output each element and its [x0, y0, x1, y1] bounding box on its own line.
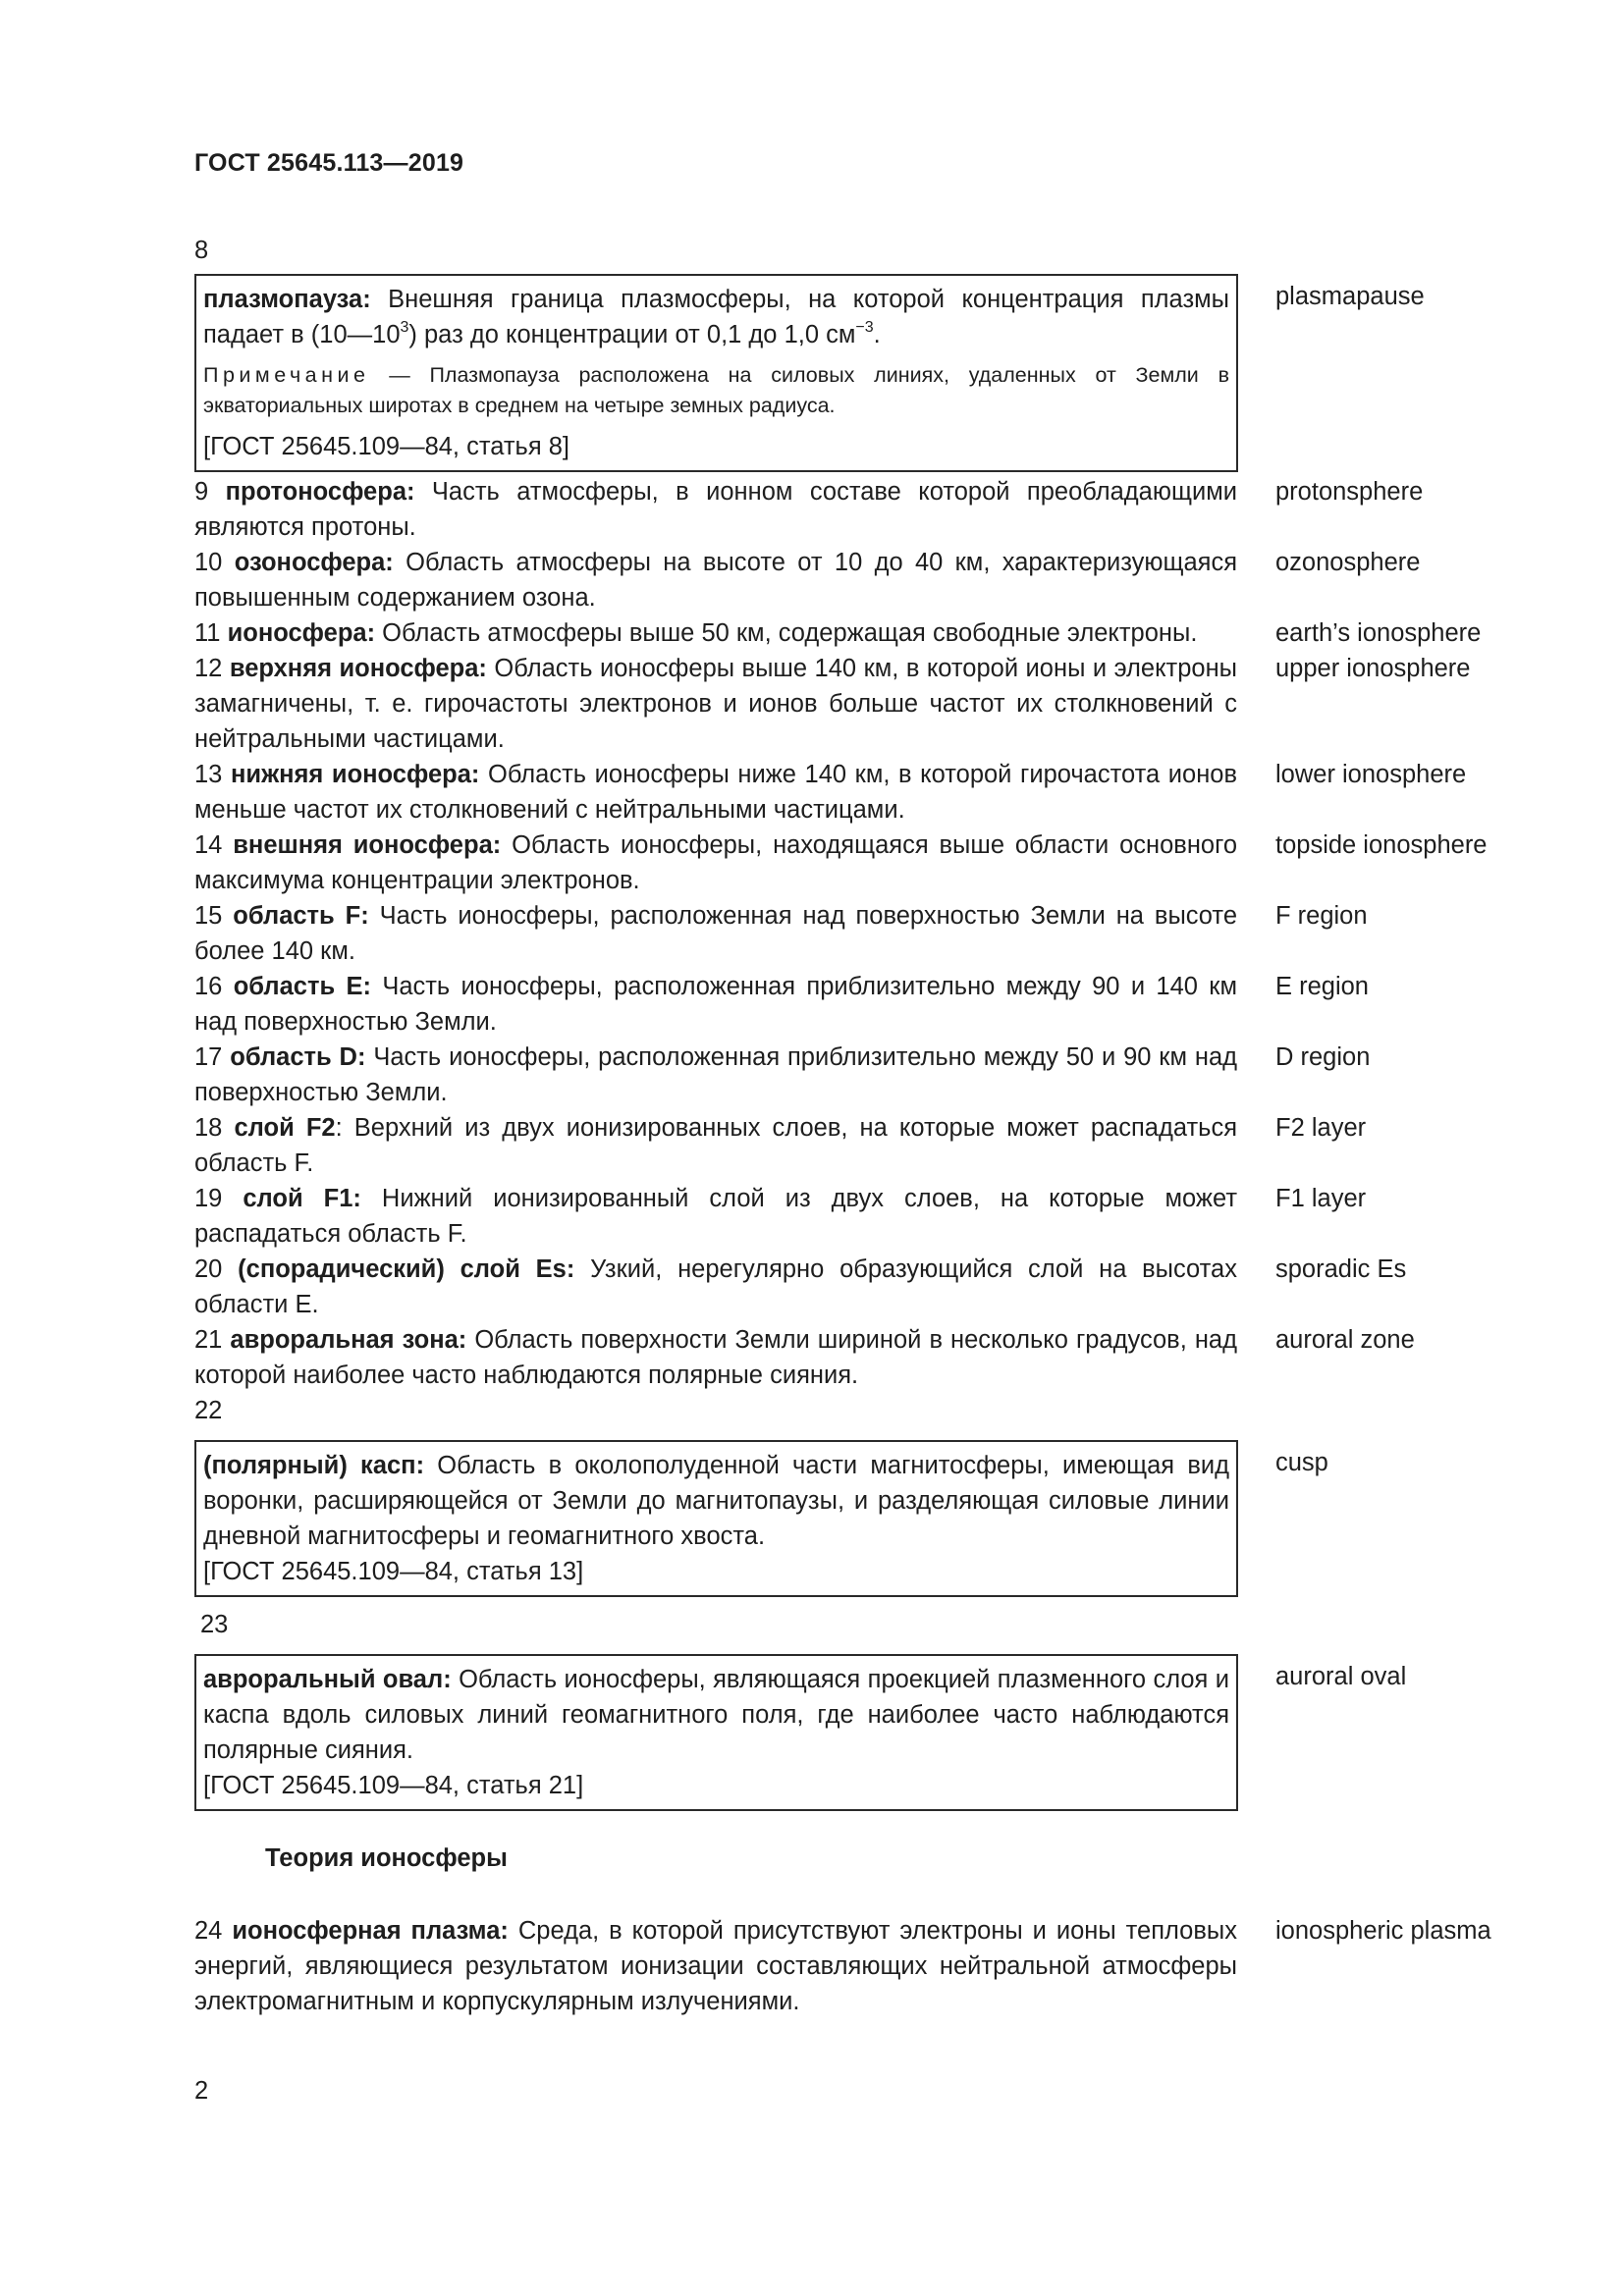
definition-text: Часть атмосферы, в ионном составе которой преобладающими являются протоны.: [194, 478, 1237, 541]
english-equivalent: F2 layer: [1275, 1114, 1367, 1142]
english-equivalent: auroral oval: [1275, 1663, 1407, 1690]
definition-text: Область ионосферы, являющаяся проекцией плазменного слоя и каспа вдоль силовых линий геомагнитного поля, где наиболее часто наблюдаются полярные сияния.: [203, 1666, 1229, 1764]
term-name: плазмопауза:: [203, 286, 371, 313]
term-definition: [194, 1913, 1237, 2019]
term-entry: [194, 651, 1530, 757]
term-definition: [194, 615, 1237, 651]
term-entry: [194, 1913, 1530, 2019]
term-name: слой F1:: [243, 1185, 361, 1212]
term-definition: [194, 1181, 1237, 1252]
entry-number: 20: [194, 1255, 223, 1283]
superscript: 3: [400, 318, 409, 336]
definition-text: Часть ионосферы, расположенная приблизительно между 50 и 90 км над поверхностью Земли.: [194, 1043, 1238, 1106]
term-definition: [194, 828, 1237, 898]
definition-text: Узкий, нерегулярно образующийся слой на высотах области E.: [194, 1255, 1237, 1318]
term-definition: [194, 969, 1237, 1040]
term-source: [ГОСТ 25645.109—84, статья 13]: [203, 1558, 584, 1585]
term-name: озоносфера:: [234, 549, 394, 576]
entry-number: 24: [194, 1917, 223, 1945]
term-name: авроральный овал:: [203, 1666, 452, 1693]
english-equivalent: protonsphere: [1275, 478, 1424, 506]
definition-text: Часть ионосферы, расположенная над поверхностью Земли на высоте более 140 км.: [194, 902, 1238, 965]
definition-text: Часть ионосферы, расположенная приблизительно между 90 и 140 км над поверхностью Земли.: [194, 973, 1237, 1036]
term-source: [ГОСТ 25645.109—84, статья 8]: [203, 433, 569, 460]
term-entry: [194, 1252, 1530, 1322]
term-entry: [194, 1181, 1530, 1252]
term-note: [203, 360, 1229, 421]
term-entry: [194, 1440, 1530, 1597]
term-entry: [194, 757, 1530, 828]
term-entry: [194, 1040, 1530, 1110]
definition-text: Область поверхности Земли шириной в несколько градусов, над которой наиболее часто наблюдаются полярные сияния.: [194, 1326, 1237, 1389]
term-entry: [194, 969, 1530, 1040]
term-name: область E:: [233, 973, 371, 1000]
term-name: протоносфера:: [225, 478, 415, 506]
term-entry: [194, 615, 1530, 651]
term-definition: [203, 1448, 1229, 1554]
note-label: Примечание: [203, 363, 370, 387]
term-entry: [194, 545, 1530, 615]
definition-text: Область атмосферы на высоте от 10 до 40 км, характеризующаяся повышенным содержанием озона.: [194, 549, 1237, 612]
english-equivalent: plasmapause: [1275, 283, 1425, 310]
entry-number: 17: [194, 1043, 223, 1071]
entry-number: 23: [200, 1611, 229, 1638]
term-name: (полярный) касп:: [203, 1452, 425, 1479]
english-equivalent: D region: [1275, 1043, 1371, 1071]
definition-text: Область ионосферы ниже 140 км, в которой гирочастота ионов меньше частот их столкновений с нейтральными частицами.: [194, 761, 1238, 824]
term-definition: [194, 1322, 1237, 1393]
term-name: нижняя ионосфера:: [230, 761, 480, 788]
definition-text: Область ионосферы, находящаяся выше области основного максимума концентрации электронов.: [194, 831, 1238, 894]
entry-number: 11: [194, 619, 221, 647]
entry-number: 13: [194, 761, 223, 788]
term-entry: [194, 898, 1530, 969]
term-entry: [194, 1322, 1530, 1393]
term-entry: [194, 474, 1530, 545]
boxed-term: [194, 274, 1238, 472]
english-equivalent: F region: [1275, 902, 1368, 930]
definition-text: : Верхний из двух ионизированных слоев, на которые может распадаться область F.: [194, 1114, 1237, 1177]
term-name: область D:: [230, 1043, 366, 1071]
definition-text: Область в околополуденной части магнитосферы, имеющая вид воронки, расширяющейся от Земли до магнитопаузы, и разделяющая силовые линии дневной магнитосферы и геомагнитного хвоста.: [203, 1452, 1229, 1550]
section-title: Теория ионосферы: [265, 1844, 508, 1872]
term-name: ионосферная плазма:: [232, 1917, 509, 1945]
term-source: [ГОСТ 25645.109—84, статья 21]: [203, 1772, 584, 1799]
definition-text: Среда, в которой присутствуют электроны и ионы тепловых энергий, являющиеся результатом ионизации составляющих нейтральной атмосферы электромагнитным и корпускулярным излучениями.: [194, 1917, 1237, 2015]
english-equivalent: cusp: [1275, 1449, 1328, 1476]
term-definition: [194, 1110, 1237, 1181]
term-name: внешняя ионосфера:: [233, 831, 502, 859]
english-equivalent: upper ionosphere: [1275, 655, 1471, 682]
term-definition: [194, 757, 1237, 828]
definition-text: Внешняя граница плазмосферы, на которой концентрация плазмы падает в (10—10: [203, 286, 1229, 348]
document-header: ГОСТ 25645.113—2019: [194, 149, 464, 177]
entry-number: 9: [194, 478, 209, 506]
terms-content: [194, 233, 1530, 2019]
term-name: слой F2: [234, 1114, 336, 1142]
english-equivalent: ozonosphere: [1275, 549, 1421, 576]
entry-number: 19: [194, 1185, 223, 1212]
definition-text: ) раз до концентрации от 0,1 до 1,0 см: [408, 321, 856, 348]
entry-number: 21: [194, 1326, 223, 1354]
english-equivalent: F1 layer: [1275, 1185, 1367, 1212]
term-name: ионосфера:: [227, 619, 376, 647]
english-equivalent: sporadic Es: [1275, 1255, 1407, 1283]
english-equivalent: topside ionosphere: [1275, 831, 1488, 859]
term-definition: [194, 1252, 1237, 1322]
definition-text: Область атмосферы выше 50 км, содержащая свободные электроны.: [382, 619, 1198, 647]
definition-text: .: [873, 321, 881, 348]
term-definition: [194, 1040, 1237, 1110]
note-text: — Плазмопауза расположена на силовых линиях, удаленных от Земли в экваториальных широтах в среднем на четыре земных радиуса.: [203, 363, 1229, 417]
english-equivalent: lower ionosphere: [1275, 761, 1467, 788]
english-equivalent: E region: [1275, 973, 1369, 1000]
term-definition: [203, 282, 1229, 352]
term-definition: [194, 898, 1237, 969]
term-definition: [194, 651, 1237, 757]
entry-number: 14: [194, 831, 223, 859]
term-definition: [194, 474, 1237, 545]
english-equivalent: earth’s ionosphere: [1275, 619, 1482, 647]
definition-text: Нижний ионизированный слой из двух слоев, на которые может распадаться область F.: [194, 1185, 1237, 1248]
entry-number: 15: [194, 902, 223, 930]
term-entry: [194, 1110, 1530, 1181]
term-name: авроральная зона:: [230, 1326, 467, 1354]
english-equivalent: auroral zone: [1275, 1326, 1415, 1354]
entry-number: 8: [194, 237, 209, 264]
entry-number: 12: [194, 655, 223, 682]
definition-text: Область ионосферы выше 140 км, в которой ионы и электроны замагничены, т. е. гирочастоты электронов и ионов больше частот их столкновений с нейтральными частицами.: [194, 655, 1237, 753]
boxed-term: [194, 1654, 1238, 1811]
term-name: область F:: [233, 902, 369, 930]
entry-number: 10: [194, 549, 223, 576]
term-name: верхняя ионосфера:: [229, 655, 487, 682]
entry-number: 18: [194, 1114, 223, 1142]
term-entry: [194, 274, 1530, 472]
entry-list: [194, 474, 1530, 1393]
page-number: 2: [194, 2077, 209, 2105]
superscript: −3: [855, 318, 874, 336]
term-name: (спорадический) слой Es:: [238, 1255, 575, 1283]
entry-number: 16: [194, 973, 223, 1000]
term-definition: [194, 545, 1237, 615]
term-definition: [203, 1662, 1229, 1768]
entry-number: 22: [194, 1397, 223, 1424]
boxed-term: [194, 1440, 1238, 1597]
english-equivalent: ionospheric plasma: [1275, 1917, 1491, 1945]
term-entry: [194, 828, 1530, 898]
term-entry: [194, 1654, 1530, 1811]
